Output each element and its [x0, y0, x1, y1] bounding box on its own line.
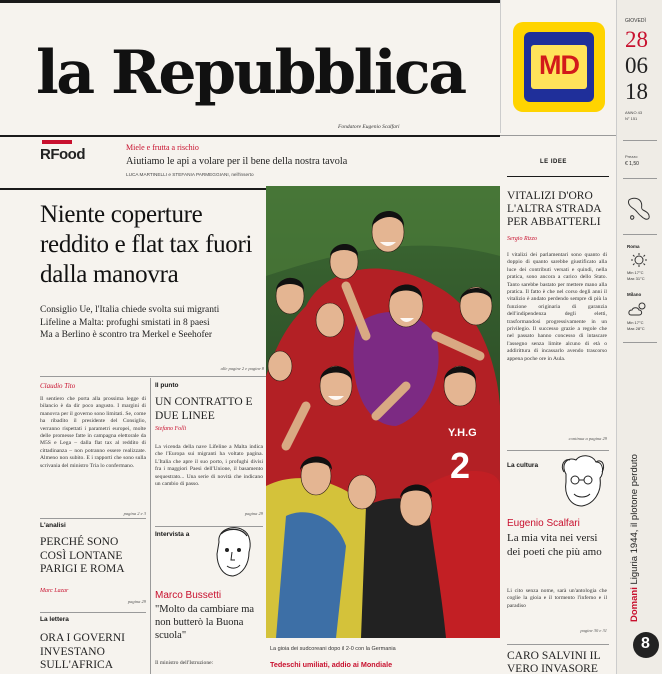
lanalisi-author: Marc Lazar — [40, 588, 69, 594]
football-celebration-photo[interactable] — [266, 186, 500, 638]
la-lettera-label: La lettera — [40, 616, 69, 623]
weather-city-2: Milano — [627, 292, 642, 297]
weather-city-1: Roma — [627, 244, 640, 249]
la-lettera-headline[interactable]: ORA I GOVERNI INVESTANO SULL'AFRICA — [40, 632, 125, 671]
il-punto-text: La vicenda della nave Lifeline a Malta indica che l'Europa sui migranti ha voltato pagina. L'Italia che apre il suo porto, i profughi divisi fra i maggiori Paesi dell'Unione, il basamento sequestrato... Una serie di novità che indicano un cambio di passo. — [155, 444, 263, 488]
rfood-kicker: Miele e frutta a rischio — [126, 143, 199, 152]
main-fold-ref: alle pagine 2 e pagine 8 — [220, 366, 264, 371]
main-text: Il sentiero che porta alla prossima legge di bilancio è da dir poco angusto. I margini di manovra per il governo sono limitati. Se, come ha ribadito il presidente del Consiglio, verranno rispettati i parametri europei, molte delle promesse fatte in campagna elettorale da M5S e Lega – dalla flat tax al reddito di cittadinanza – non potranno essere realizzate. Almeno non subito. E i rapporti che sono sulla scrivania del ministro Tria lo confermano. — [40, 396, 146, 469]
year-number: N° 151 — [625, 116, 638, 121]
cultura-label: La cultura — [507, 462, 539, 469]
md-logo — [513, 22, 605, 112]
photo-headline[interactable]: Tedeschi umiliati, addio ai Mondiale — [270, 660, 393, 669]
cultura-author: Eugenio Scalfari — [507, 518, 580, 529]
vitalizi-text: I vitalizi dei parlamentari sono quanto di doppio di quanto sarebbe giustificato alla luce dei contributi versati e quindi, nella pratica, sono ancora a carico dello Stato. Tanto sarebbe bastato per mettere mano alla pratica. Il fatto è che nel corso degli anni il vitalizio è andato perdendo sempre di più la funzione originaria di garanzia dell'indipendenza degli eletti, trasformandosi progressivamente in un privilegio. Il successo grazie a regole che nel passato hanno concesso di intascare l'assegno senza limite alcuno di età o addirittura di incassarlo avendo trascorso appena poche ore in Aula. — [507, 252, 607, 362]
date-month: 06 — [625, 53, 648, 78]
le-idee-label: LE IDEE — [540, 159, 567, 165]
date-day: 28 — [625, 27, 648, 52]
italy-map-icon — [623, 194, 655, 224]
intervista-name: Marco Bussetti — [155, 590, 222, 601]
domani-teaser — [629, 352, 643, 622]
intervista-quote[interactable]: "Molto da cambiare ma non butterò la Buona scuola" — [155, 604, 255, 641]
year-anno: ANNO 43 — [625, 110, 643, 115]
date-year: 18 — [625, 79, 648, 104]
cultura-page: pagine 30 e 31 — [580, 628, 607, 633]
main-sub-lines — [40, 304, 266, 342]
main-sub-line: Ma a Berlino è scontro tra Merkel e Seehofer — [40, 330, 212, 340]
price-label: Prezzo — [625, 154, 638, 159]
ad-box — [500, 0, 616, 133]
date-day-name: GIOVEDÌ — [625, 18, 646, 24]
md-logo-text: MD — [539, 50, 579, 80]
lanalisi-headline[interactable]: PERCHÉ SONO COSÌ LONTANE PARIGI E ROMA — [40, 536, 125, 575]
rfood-headline[interactable]: Aiutiamo le api a volare per il bene della nostra tavola — [126, 156, 348, 167]
jersey-number: 2 — [450, 445, 471, 486]
domani-text: Liguria 1944, il plotone perduto — [629, 454, 640, 585]
vitalizi-page: continua a pagina 29 — [568, 436, 607, 441]
rfood-red-bar — [42, 140, 72, 144]
main-author: Claudio Tito — [40, 382, 76, 390]
weather-min-1: Min 17°C — [627, 270, 644, 275]
founder-line: Fondatore Eugenio Scalfari — [338, 124, 400, 130]
md-logo-inner — [524, 32, 594, 102]
portrait-bussetti-icon — [205, 522, 261, 584]
rfood-logo[interactable]: RFood — [40, 146, 85, 163]
intervista-label: Intervista a — [155, 531, 190, 538]
il-punto-page: pagina 29 — [244, 511, 263, 516]
sun-icon — [627, 252, 651, 268]
domani-label: Domani — [629, 587, 640, 622]
main-headline[interactable]: Niente coperture reddito e flat tax fuori dalla manovra — [40, 201, 253, 288]
portrait-scalfari-icon — [554, 452, 608, 512]
lanalisi-label: L'analisi — [40, 522, 66, 529]
jersey-name: Y.H.G — [448, 427, 477, 439]
price-value: € 1,50 — [625, 161, 639, 167]
photo-caption: La gioia dei sudcoreani dopo il 2-0 con la Germania — [270, 646, 396, 652]
weather-max-1: Max 31°C — [627, 276, 645, 281]
il-punto-headline[interactable]: UN CONTRATTO E DUE LINEE — [155, 396, 253, 422]
top-border — [0, 0, 500, 3]
barcode-badge: 8 — [633, 632, 659, 658]
intervista-text: Il ministro dell'Istruzione: — [155, 660, 214, 666]
cultura-headline[interactable]: La mia vita nei versi dei poeti che più amo — [507, 532, 602, 558]
caro-salvini-headline[interactable]: CARO SALVINI IL VERO INVASORE — [507, 650, 601, 674]
side-strip — [616, 0, 662, 674]
il-punto-author: Stefano Folli — [155, 426, 187, 432]
weather-min-2: Min 17°C — [627, 320, 644, 325]
il-punto-label: Il punto — [155, 382, 179, 389]
main-sub-line: Lifeline a Malta: profughi smistati in 8 paesi — [40, 317, 210, 328]
vitalizi-headline[interactable]: VITALIZI D'ORO L'ALTRA STRADA PER ABBATTERLI — [507, 190, 601, 228]
cultura-text: Li cito senza nome, sarà un'antologia che coglie la gioia e il tormento l'inferno e il paradiso — [507, 588, 607, 609]
lanalisi-page: pagina 29 — [127, 599, 146, 604]
vitalizi-author: Sergio Rizzo — [507, 236, 537, 242]
weather-max-2: Max 28°C — [627, 326, 645, 331]
main-sub-line: Consiglio Ue, l'Italia chiede svolta sui migranti — [40, 305, 220, 315]
rfood-authors: LUCA MARTINELLI e STEFANIA PARMEGGIANI, nell'inserto — [126, 172, 254, 177]
main-page: pagina 2 e 3 — [123, 511, 146, 516]
masthead-title: la Repubblica — [36, 38, 465, 108]
cloud-sun-icon — [627, 300, 651, 318]
